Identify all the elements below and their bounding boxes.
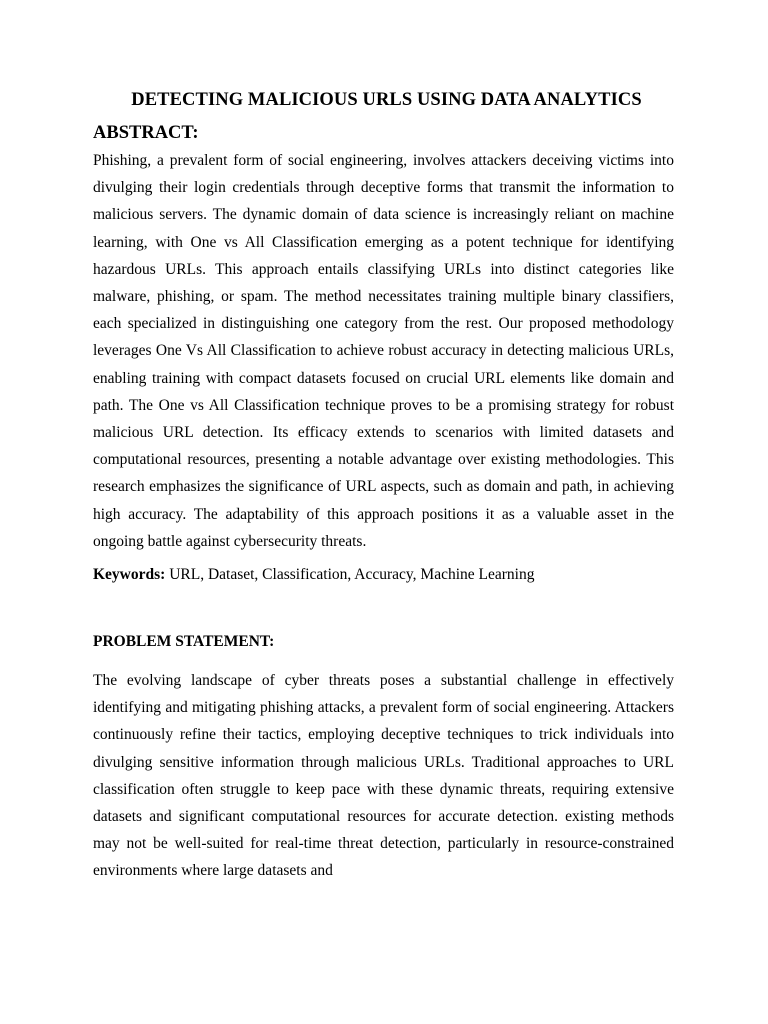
problem-statement-paragraph: The evolving landscape of cyber threats poses a substantial challenge in effectively identifying and mitigating phishing attacks, a prevalent form of social engineering. Attackers continuously refine their tactics, employing deceptive techniques to trick individuals into divulging sensitive information through malicious URLs. Traditional approaches to URL classification often struggle to keep pace with these dynamic threats, requiring extensive datasets and significant computational resources for accurate detection. existing methods may not be well-suited for real-time threat detection, particularly in resource-constrained environments where large datasets and <box>93 672 674 880</box>
abstract-paragraph: Phishing, a prevalent form of social engineering, involves attackers deceiving victims into divulging their login credentials through deceptive forms that transmit the information to malicious servers. The dynamic domain of data science is increasingly reliant on machine learning, with One vs All Classification emerging as a potent technique for identifying hazardous URLs. This approach entails classifying URLs into distinct categories like malware, phishing, or spam. The method necessitates training multiple binary classifiers, each specialized in distinguishing one category from the rest. Our proposed methodology leverages One Vs All Classification to achieve robust accuracy in detecting malicious URLs, enabling training with compact datasets focused on crucial URL elements like domain and path. The One vs All Classification technique proves to be a promising strategy for robust malicious URL detection. Its efficacy extends to scenarios with limited datasets and computational resources, presenting a notable advantage over existing methodologies. This research emphasizes the significance of URL aspects, such as domain and path, in achieving high accuracy. The adaptability of this approach positions it as a valuable asset in the ongoing battle against cybersecurity threats. <box>93 152 674 550</box>
keywords-line <box>93 564 674 586</box>
document-page <box>93 86 674 885</box>
keywords-text: URL, Dataset, Classification, Accuracy, Machine Learning <box>165 566 535 584</box>
abstract-heading: ABSTRACT: <box>93 123 199 143</box>
keywords-label: Keywords: <box>93 566 166 584</box>
problem-statement-heading: PROBLEM STATEMENT: <box>93 633 275 651</box>
document-title: DETECTING MALICIOUS URLS USING DATA ANALYTICS <box>131 90 642 110</box>
